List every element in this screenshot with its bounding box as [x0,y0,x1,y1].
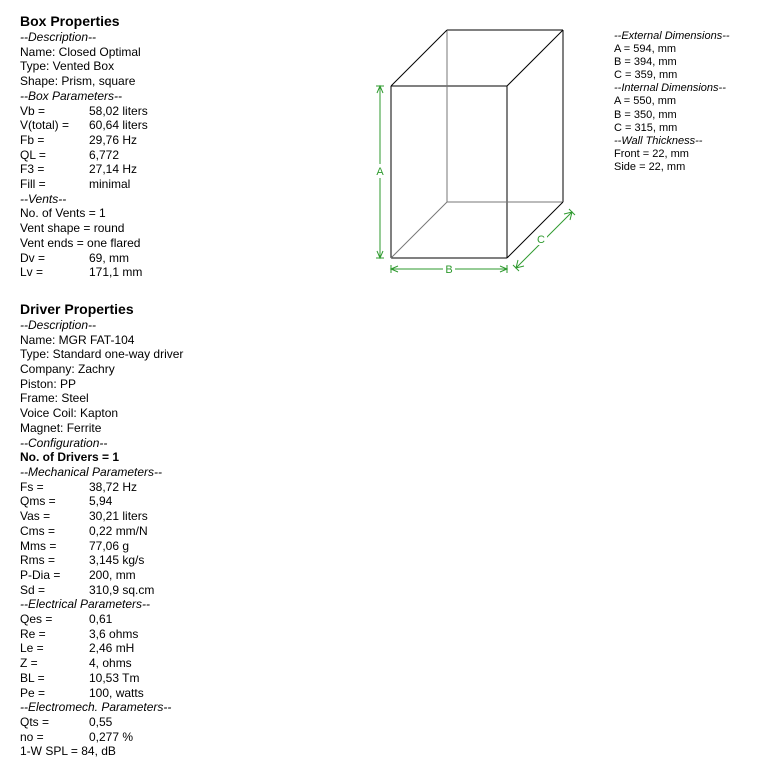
text-line: Piston: PP [20,376,77,391]
param-label: Side = [614,160,646,173]
param-value: 38,72 Hz [89,479,138,494]
text-line: No. of Vents = 1 [20,206,106,221]
param-value: 0,277 % [89,729,134,744]
box-description-header: --Description-- [20,30,97,44]
param-label: C = [614,121,632,134]
vents-header: --Vents-- [20,191,67,206]
driver-properties-title: Driver Properties [20,300,134,317]
param-value: 0,22 mm/N [89,523,148,538]
param-label: Fs = [20,479,44,494]
param-value: 2,46 mH [89,641,135,656]
text-line: Voice Coil: Kapton [20,406,119,421]
param-value: 315, mm [634,121,678,134]
param-label: Qms = [20,494,56,509]
param-value: 550, mm [633,95,677,108]
param-value: 359, mm [634,69,678,82]
box-hidden-edge [391,202,447,258]
param-label: Qes = [20,612,53,627]
param-label: A = [614,95,631,108]
param-label: F3 = [20,162,45,177]
param-label: P-Dia = [20,567,61,582]
param-label: B = [614,56,631,69]
dim-a-label: A [376,166,384,178]
param-label: Lv = [20,265,44,280]
param-value: 394, mm [633,56,677,69]
param-value: 30,21 liters [89,509,148,524]
text-line: Vent ends = one flared [20,235,141,250]
external-header: --External Dimensions-- [614,30,730,42]
param-value: 10,53 Tm [89,670,140,685]
config-line: No. of Drivers = 1 [20,450,120,465]
param-value: 77,06 g [89,538,130,553]
param-value: 350, mm [633,108,677,121]
elec-header: --Electrical Parameters-- [20,597,151,612]
box-wireframe [391,30,563,258]
text-line: Type: Standard one-way driver [20,347,184,362]
mech-header: --Mechanical Parameters-- [20,464,163,479]
param-value: 200, mm [89,567,136,582]
text-line: Vent shape = round [20,221,125,236]
text-line: Shape: Prism, square [20,74,136,89]
param-value: 0,61 [89,612,113,627]
box-edge [507,30,563,86]
electromech-header: --Electromech. Parameters-- [20,700,172,715]
driver-description-header: --Description-- [20,317,97,332]
text-line: Name: MGR FAT-104 [20,332,135,347]
param-value: 5,94 [89,494,113,509]
text-line: Frame: Steel [20,391,89,406]
box-edge [391,30,447,86]
param-value: 0,55 [89,714,113,729]
param-value: minimal [89,177,131,192]
param-label: BL = [20,670,45,685]
param-value: 3,145 kg/s [89,553,145,568]
param-value: 27,14 Hz [89,162,138,177]
param-value: 594, mm [633,43,677,56]
param-label: B = [614,108,631,121]
param-label: Mms = [20,538,57,553]
box-properties-title: Box Properties [20,13,120,29]
dim-b-label: B [445,264,453,276]
param-label: Fill = [20,177,46,192]
param-value: 171,1 mm [89,265,143,280]
param-label: Vb = [20,103,46,118]
param-value: 3,6 ohms [89,626,139,641]
param-label: Fb = [20,132,45,147]
param-label: A = [614,43,631,56]
param-label: Sd = [20,582,46,597]
param-value: 100, watts [89,685,144,700]
param-label: Front = [614,147,650,160]
param-label: no = [20,729,44,744]
param-value: 29,76 Hz [89,132,138,147]
param-label: Rms = [20,553,56,568]
box-params-header: --Box Parameters-- [20,88,123,103]
param-label: Z = [20,656,38,671]
param-label: Le = [20,641,44,656]
wall-header: --Wall Thickness-- [614,134,703,147]
param-value: 6,772 [89,147,120,162]
text-line: Company: Zachry [20,362,115,377]
param-label: Vas = [20,509,51,524]
param-value: 4, ohms [89,656,132,671]
internal-header: --Internal Dimensions-- [614,82,726,95]
param-value: 69, mm [89,250,130,265]
param-label: Re = [20,626,46,641]
param-label: C = [614,69,632,82]
param-label: V(total) = [20,118,70,133]
spl-line: 1-W SPL = 84, dB [20,744,116,759]
param-value: 60,64 liters [89,118,148,133]
param-label: Dv = [20,250,46,265]
param-label: Pe = [20,685,46,700]
param-value: 22, mm [652,147,689,160]
param-label: Cms = [20,523,56,538]
text-line: Name: Closed Optimal [20,44,141,59]
config-header: --Configuration-- [20,435,108,450]
param-value: 58,02 liters [89,103,148,118]
param-label: Qts = [20,714,50,729]
text-line: Type: Vented Box [20,59,115,74]
param-value: 22, mm [648,160,686,173]
param-label: QL = [20,147,46,162]
param-value: 310,9 sq.cm [89,582,155,597]
dim-c-label: C [537,234,545,246]
text-line: Magnet: Ferrite [20,420,102,435]
